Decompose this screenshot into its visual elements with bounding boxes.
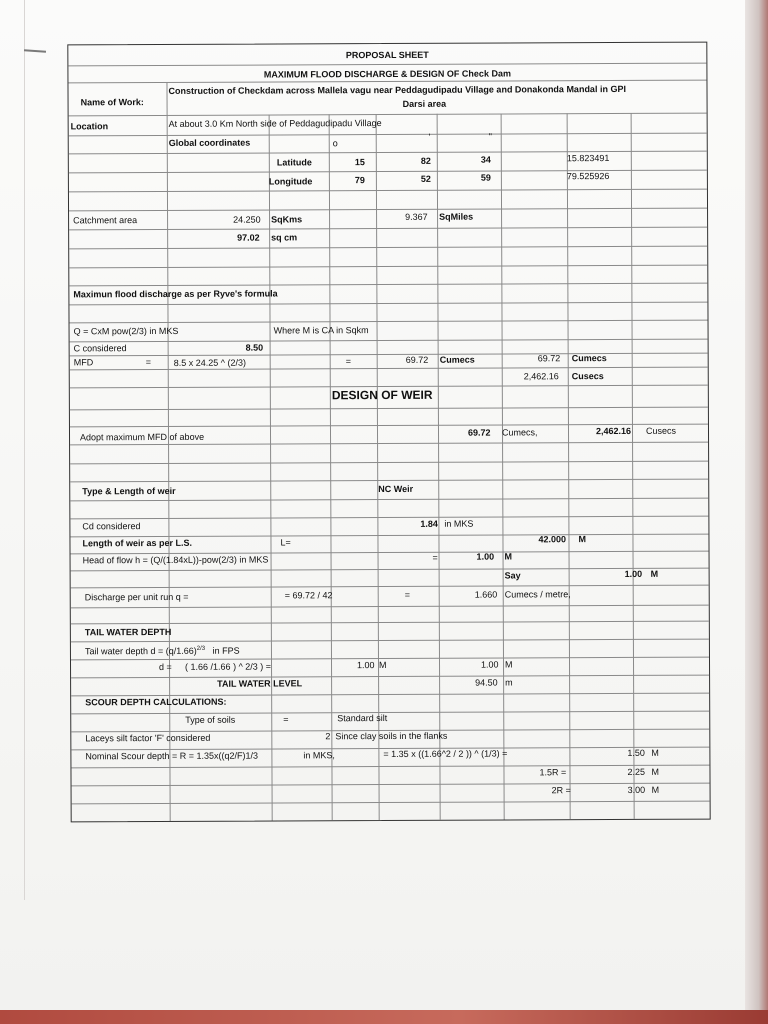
grid-row-line [69,265,707,269]
grid-row-line [70,320,708,324]
mfd-label: MFD [73,357,94,368]
page-edge-bottom [0,1010,768,1024]
longitude-seconds: 59 [480,172,491,183]
tail-water-level-value: 94.50 [475,677,498,688]
grid-row-line [69,227,707,231]
grid-row-line [70,353,708,357]
weir-length-value: 42.000 [538,534,567,545]
d-expression: ( 1.66 /1.66 ) ^ 2/3 ) = [185,661,272,672]
lacey-factor-note: Since clay soils in the flanks [335,730,448,742]
mfd-equals: = [145,357,151,368]
adopt-mfd-value: 69.72 [467,427,491,438]
grid-row-line [71,568,709,572]
grid-row-line [69,302,707,306]
soil-type-value: Standard silt [337,713,388,724]
grid-row-line [71,551,709,555]
grid-row-line [70,479,708,483]
weir-length-eq: L= [280,537,291,548]
grid-row-line [71,693,709,697]
latitude-seconds: 34 [480,154,491,165]
page-edge-right [745,0,768,1024]
soil-type-eq: = [283,714,289,725]
grid-row-line [71,639,709,643]
nominal-scour-expression: = 1.35 x ((1.66^2 / 2 )) ^ (1/3) = [383,748,508,760]
work-title-line1: Construction of Checkdam across Mallela vagu near Peddagudipadu Village and Donakonda Mandal in GPI [168,83,626,96]
head-of-flow-eq: = [432,552,438,563]
grid-row-line [70,516,708,520]
scour-2r-value: 3.00 [627,784,646,795]
grid-row-line [71,711,709,715]
scour-1-5r-unit: M [651,766,660,777]
binder-margin-line [24,0,25,900]
longitude-minutes: 52 [420,173,431,184]
grid-row-line [69,170,707,174]
longitude-decimal: 79.525926 [566,171,610,182]
grid-row-line [69,113,707,117]
adopt-mfd-label: Adopt maximum MFD of above [79,431,205,443]
coords-label: Global coordinates [168,137,251,148]
unit-discharge-eq: = [404,589,410,600]
grid-col-line [166,82,170,821]
nominal-scour-unit: M [651,747,659,758]
d-value-2: 1.00 [480,659,499,670]
say-unit: M [650,568,659,579]
unit-discharge-unit: Cumecs / metre, [504,589,571,600]
weir-type-label: Type & Length of weir [82,485,176,497]
mfd-cusecs-unit: Cusecs [571,371,604,382]
work-title-line2: Darsi area [402,98,447,109]
scour-2r-label: 2R = [551,785,571,796]
ryve-formula: Q = CxM pow(2/3) in MKS [73,325,179,337]
unit-discharge-expression: = 69.72 / 42 [284,590,333,601]
grid-row-line [70,407,708,411]
d-value: 1.00 [356,660,375,671]
second-symbol: " [488,131,492,142]
latitude-degrees: 15 [354,157,365,168]
mfd-expression: 8.5 x 24.25 ^ (2/3) [173,357,246,368]
nominal-scour-label: Nominal Scour depth = R = 1.35x((q2/F)1/3 [85,750,259,762]
tail-water-heading: TAIL WATER DEPTH [84,626,172,638]
scour-1-5r-label: 1.5R = [539,767,567,778]
grid-row-line [71,657,709,661]
mfd-unit-2: Cumecs [571,353,607,364]
longitude-degrees: 79 [354,175,365,186]
design-of-weir-heading: DESIGN OF WEIR [331,387,433,403]
adopt-cusecs-value: 2,462.16 [595,425,632,437]
say-label: Say [504,570,521,581]
catchment-label: Catchment area [73,215,138,226]
grid-row-line [69,133,707,137]
grid-row-line [71,621,709,625]
adopt-mfd-unit: Cumecs, [501,427,538,438]
grid-row-line [70,498,708,502]
weir-length-unit: M [578,534,586,545]
latitude-label: Latitude [276,157,312,168]
tail-water-level-label: TAIL WATER LEVEL [217,678,303,689]
grid-row-line [71,605,709,609]
head-of-flow-value: 1.00 [476,551,495,562]
catchment-sqcm-value: 97.02 [237,232,260,243]
sheet-subtitle: MAXIMUM FLOOD DISCHARGE & DESIGN OF Check Dam [263,68,511,80]
cd-label: Cd considered [82,521,141,532]
d-unit: M [378,660,387,671]
degree-symbol: o [332,138,338,149]
scour-depth-heading: SCOUR DEPTH CALCULATIONS: [85,696,227,708]
mfd-unit: Cumecs [439,354,475,365]
unit-discharge-value: 1.660 [474,589,498,600]
minute-symbol: ' [428,131,431,142]
grid-col-line [501,114,505,820]
grid-row-line [71,765,709,769]
location-label: Location [70,121,109,132]
grid-row-line [69,189,707,193]
latitude-minutes: 82 [420,155,431,166]
grid-row-line [72,801,710,805]
location-value: At about 3.0 Km North side of Peddagudipadu Village [168,118,382,129]
catchment-sqmiles-unit: SqMiles [439,211,474,222]
longitude-label: Longitude [268,176,313,187]
catchment-sqcm-unit: sq cm [271,232,298,243]
grid-row-line [70,339,708,343]
grid-row-line [68,63,706,67]
mfd-equals-2: = [345,356,351,367]
nominal-scour-value: 1.50 [627,747,645,758]
mfd-value-2: 69.72 [537,353,561,364]
grid-row-line [70,367,708,371]
adopt-cusecs-unit: Cusecs [645,425,677,436]
cd-value: 1.84 [420,518,438,529]
catchment-sqkm-unit: SqKms [271,214,303,225]
tail-water-formula [85,644,240,658]
catchment-sqkm-value: 24.250 [233,214,261,225]
head-of-flow-unit: M [504,551,513,562]
latitude-decimal: 15.823491 [566,153,610,164]
grid-row-line [69,151,707,155]
grid-row-line [69,246,707,250]
grid-col-line [567,113,571,819]
tail-water-formula-exponent: 2/3 [196,645,206,652]
tail-water-formula-unit: in FPS [212,645,240,656]
catchment-sqmiles-value: 9.367 [405,211,428,222]
grid-row-line [69,208,707,212]
tail-water-formula-text: Tail water depth d = (q/1.66) [84,645,197,657]
grid-row-line [70,461,708,465]
tail-water-level-unit: m [505,677,513,688]
work-label: Name of Work: [80,97,144,108]
proposal-sheet-table [67,42,710,823]
c-considered-label: C considered [73,343,127,354]
scour-2r-unit: M [651,784,660,795]
c-considered-value: 8.50 [245,342,264,353]
mfd-cusecs-value: 2,462.16 [523,371,559,382]
ryve-heading: Maximun flood discharge as per Ryve's formula [73,288,278,300]
soil-type-label: Type of soils [185,714,236,725]
grid-col-line [631,113,635,819]
weir-type-value: NC Weir [378,483,414,495]
head-of-flow-label: Head of flow h = (Q/(1.84xL))-pow(2/3) in MKS [82,554,269,566]
lacey-factor-value: 2 [325,731,331,742]
mfd-value: 69.72 [405,354,429,365]
grid-row-line [71,585,709,589]
grid-row-line [70,534,708,538]
sheet-title: PROPOSAL SHEET [345,49,429,61]
grid-col-line [329,114,333,820]
say-value: 1.00 [624,568,643,579]
grid-row-line [72,783,710,787]
d-unit-2: M [504,659,513,670]
scour-1-5r-value: 2.25 [627,766,646,777]
lacey-factor-label: Laceys silt factor 'F' considered [85,732,211,744]
grid-row-line [71,675,709,679]
weir-length-label: Length of weir as per L.S. [82,537,193,549]
cd-unit: in MKS [444,518,474,529]
d-label: d = [159,661,172,673]
ryve-where: Where M is CA in Sqkm [273,325,369,336]
unit-discharge-label: Discharge per unit run q = [84,591,189,603]
nominal-scour-mks: in MKS, [303,750,335,761]
grid-row-line [69,283,707,287]
